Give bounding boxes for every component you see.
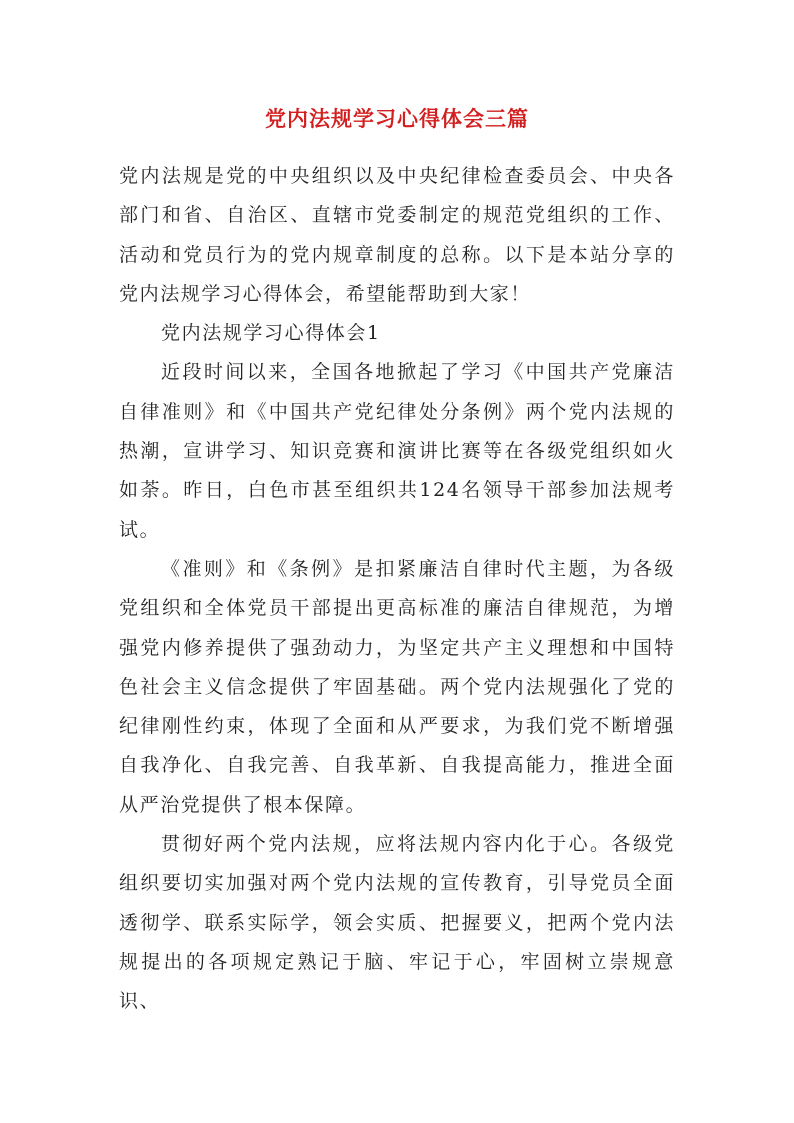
section-heading: 党内法规学习心得体会1	[161, 322, 381, 345]
body-paragraph: 近段时间以来，全国各地掀起了学习《中国共产党廉洁自律准则》和《中国共产党纪律处分条例》两个党内法规的热潮，宣讲学习、知识竞赛和演讲比赛等在各级党组织如火如荼。昨日，白色市甚至组织共124名领导干部参加法规考试。	[119, 361, 675, 541]
body-paragraph: 贯彻好两个党内法规，应将法规内容内化于心。各级党组织要切实加强对两个党内法规的宣传教育，引导党员全面透彻学、联系实际学，领会实质、把握要义，把两个党内法规提出的各项规定熟记于脑、牢记于心，牢固树立崇规意识、	[119, 833, 675, 1013]
document-body	[119, 157, 675, 1022]
body-paragraph: 《准则》和《条例》是扣紧廉洁自律时代主题，为各级党组织和全体党员干部提出更高标准的廉洁自律规范，为增强党内修养提供了强劲动力，为坚定共产主义理想和中国特色社会主义信念提供了牢固基础。两个党内法规强化了党的纪律刚性约束，体现了全面和从严要求，为我们党不断增强自我净化、自我完善、自我革新、自我提高能力，推进全面从严治党提供了根本保障。	[119, 557, 675, 816]
document-title: 党内法规学习心得体会三篇	[265, 106, 529, 131]
intro-paragraph: 党内法规是党的中央组织以及中央纪律检查委员会、中央各部门和省、自治区、直辖市党委制定的规范党组织的工作、活动和党员行为的党内规章制度的总称。以下是本站分享的党内法规学习心得体会，希望能帮助到大家！	[119, 165, 675, 305]
